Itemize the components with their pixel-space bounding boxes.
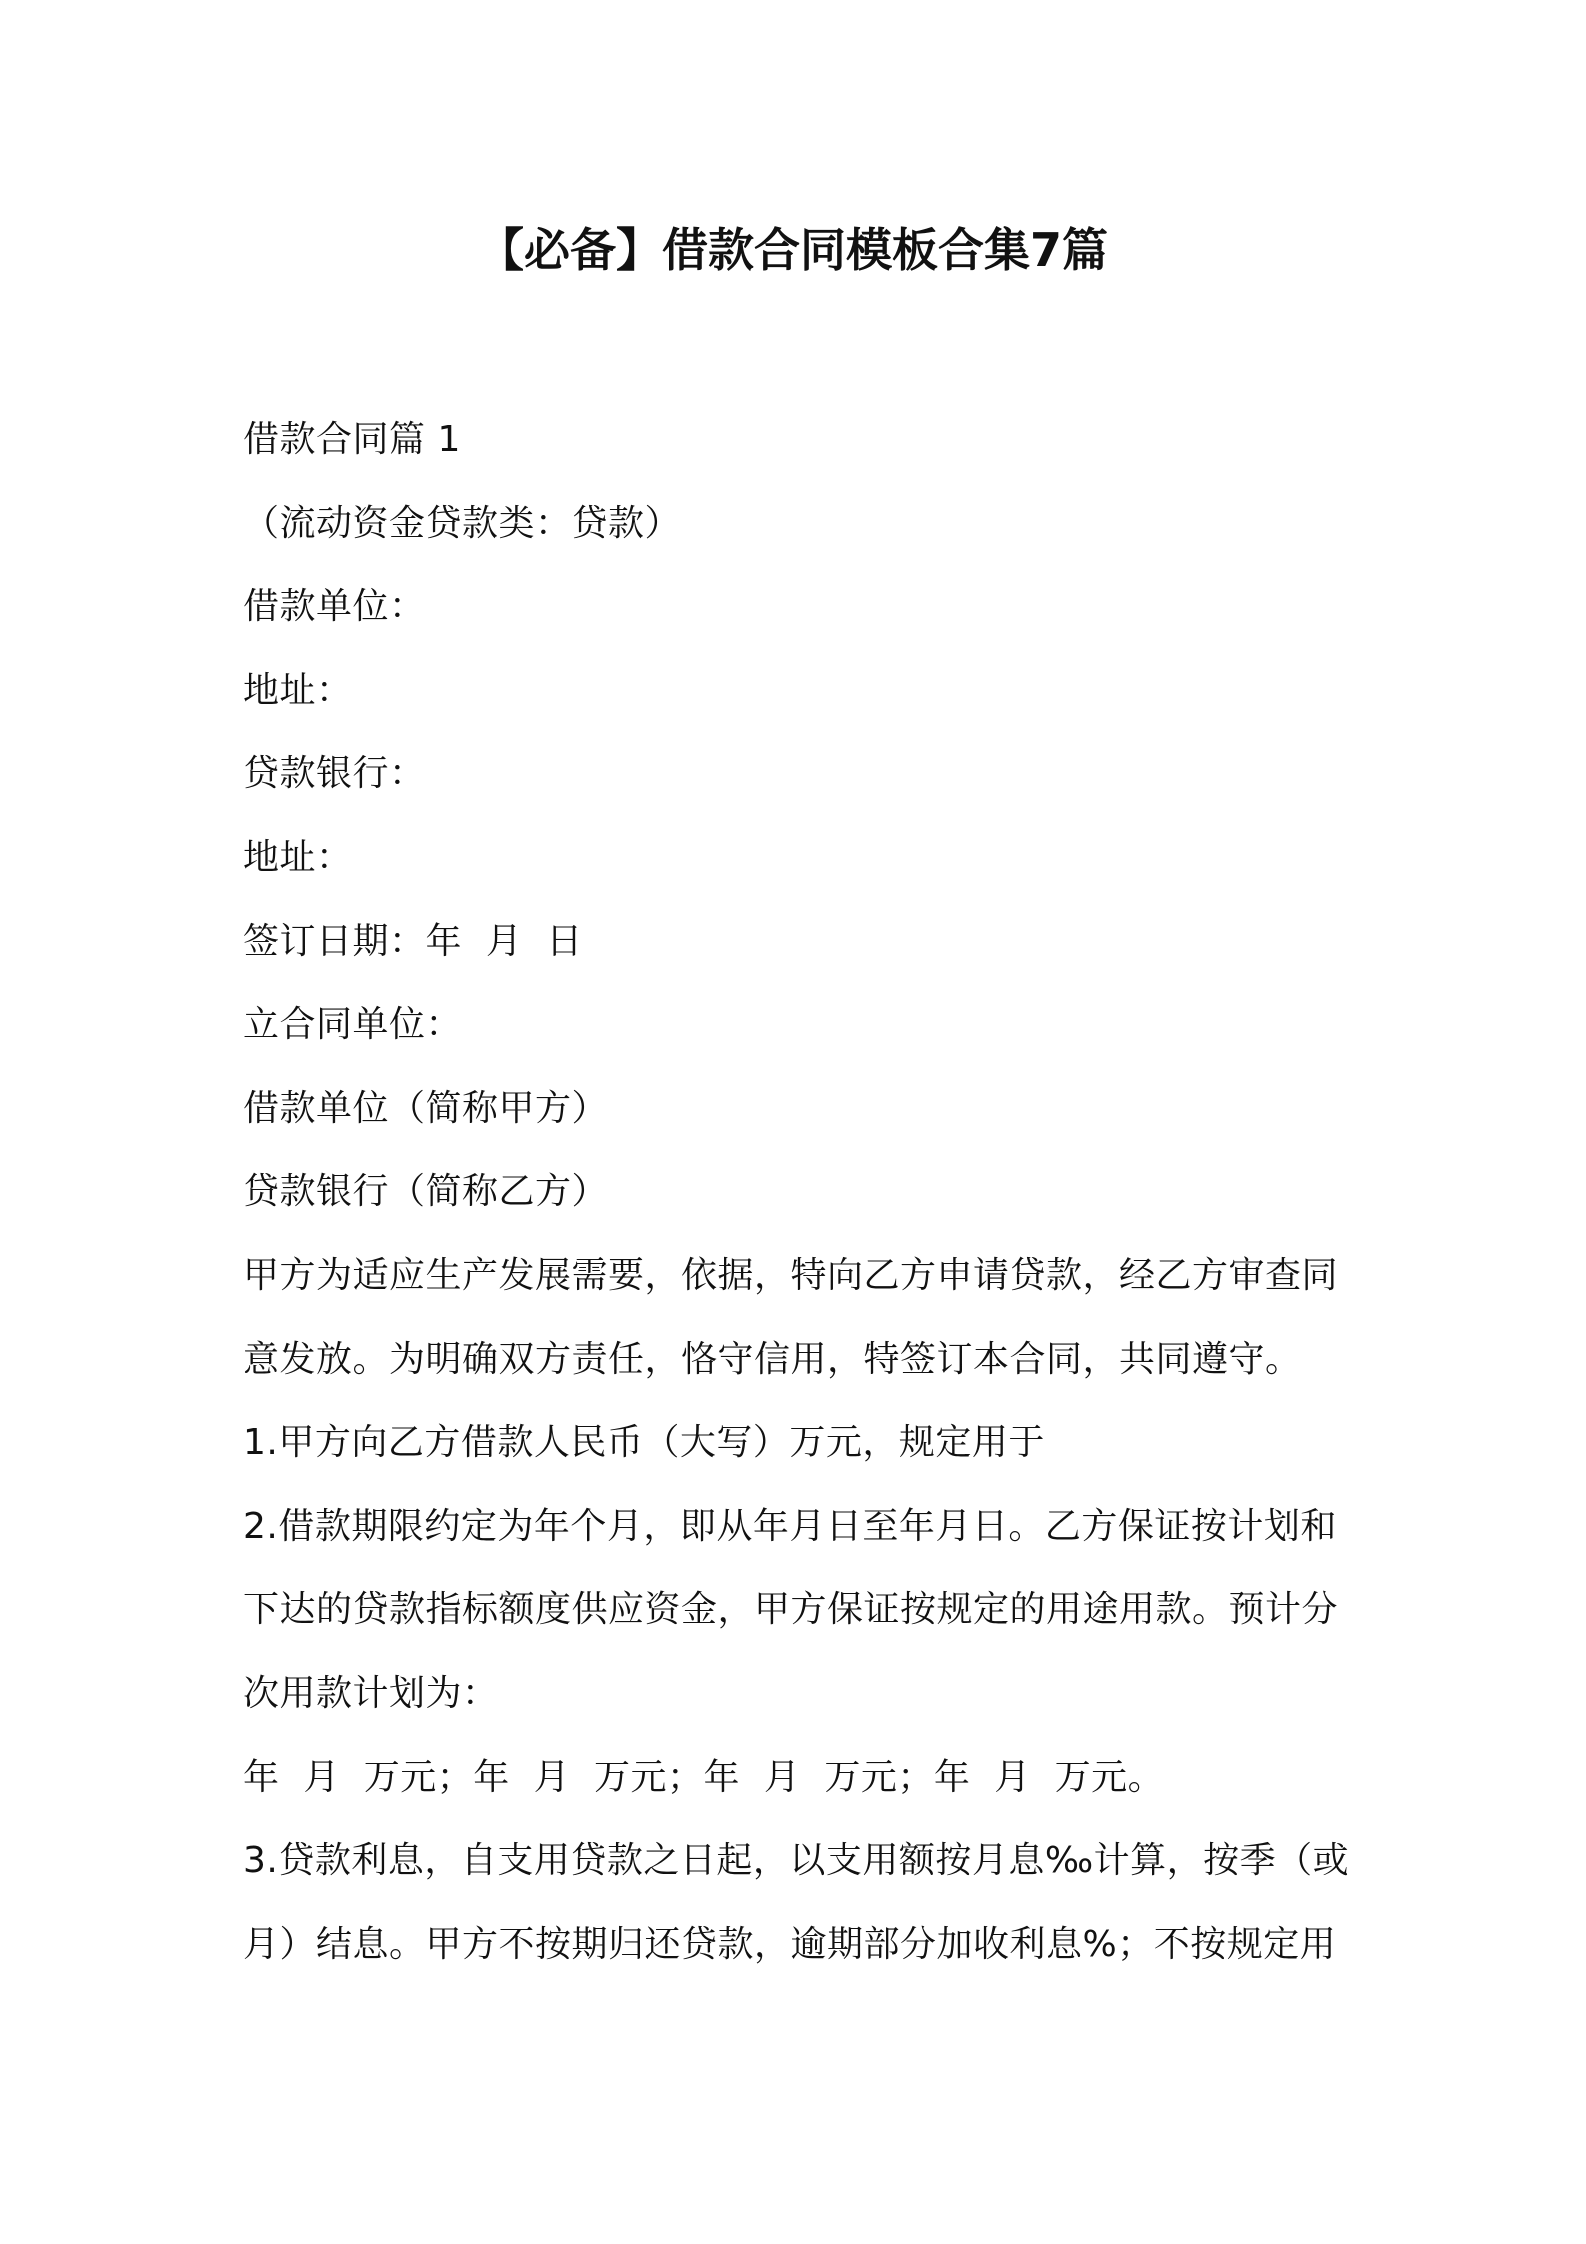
- lender-address-field: 地址：: [243, 836, 353, 878]
- party-a-line: 借款单位（简称甲方）: [243, 1087, 609, 1129]
- clause-3-line: 3.贷款利息，自支用贷款之日起，以支用额按月息‰计算，按季（或: [243, 1840, 1350, 1882]
- borrower-field: 借款单位：: [243, 586, 426, 628]
- contracting-parties-label: 立合同单位：: [243, 1004, 463, 1046]
- document-body: [243, 398, 1363, 1986]
- clause-1-line: 1.甲方向乙方借款人民币（大写）万元，规定用于: [243, 1422, 1045, 1464]
- section-heading: 借款合同篇 1: [243, 419, 461, 460]
- clause-2-line: 下达的贷款指标额度供应资金，甲方保证按规定的用途用款。预计分: [243, 1589, 1339, 1631]
- signing-date-field: 签订日期：年 月 日: [243, 920, 583, 962]
- contract-type-line: （流动资金贷款类：贷款）: [243, 502, 682, 544]
- clause-2-line: 2.借款期限约定为年个月，即从年月日至年月日。乙方保证按计划和: [243, 1505, 1337, 1547]
- document-title: 【必备】借款合同模板合集7篇: [477, 223, 1108, 277]
- clause-3-line: 月）结息。甲方不按期归还贷款，逾期部分加收利息%；不按规定用: [243, 1923, 1337, 1965]
- paragraph-line: 甲方为适应生产发展需要，依据，特向乙方申请贷款，经乙方审查同: [243, 1254, 1339, 1296]
- clause-2-line: 次用款计划为：: [243, 1672, 499, 1714]
- party-b-line: 贷款银行（简称乙方）: [243, 1171, 609, 1213]
- paragraph-line: 意发放。为明确双方责任，恪守信用，特签订本合同，共同遵守。: [243, 1338, 1302, 1380]
- borrower-address-field: 地址：: [243, 669, 353, 711]
- lender-bank-field: 贷款银行：: [243, 753, 426, 795]
- payment-schedule-line: 年 月 万元；年 月 万元；年 月 万元；年 月 万元。: [243, 1756, 1165, 1798]
